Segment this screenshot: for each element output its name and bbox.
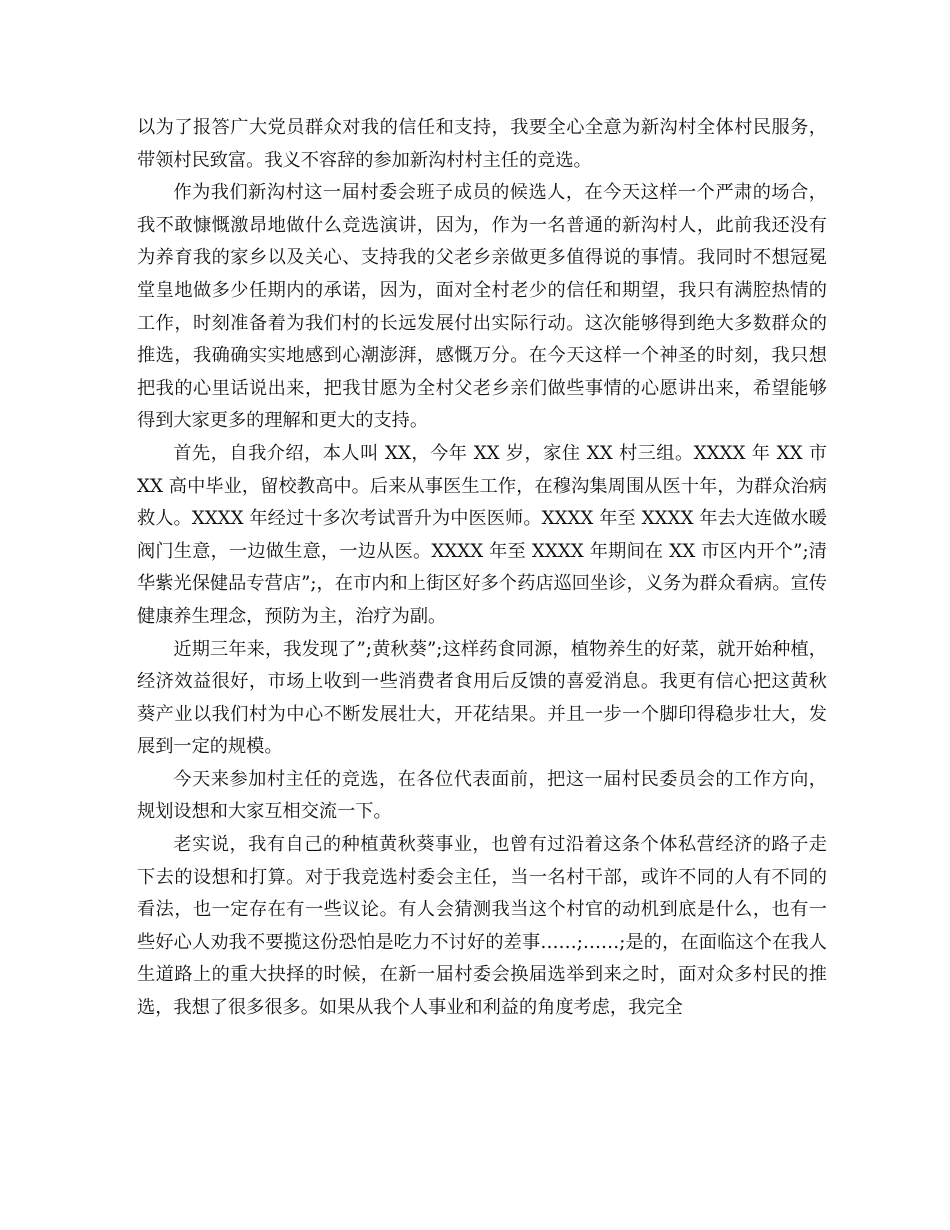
paragraph-5: 今天来参加村主任的竞选，在各位代表面前，把这一届村民委员会的工作方向，规划设想和大家互相交流一下。 — [137, 768, 827, 823]
paragraph-6: 老实说，我有自己的种植黄秋葵事业，也曾有过沿着这条个体私营经济的路子走下去的设想和打算。对于我竞选村委会主任，当一名村干部，或许不同的人有不同的看法，也一定存在有一些议论。有人会猜测我当这个村官的动机到底是什么，也有一些好心人劝我不要揽这份恐怕是吃力不讨好的差事……;……;是的，在面临这个在我人生道路上的重大抉择的时候，在新一届村委会换届选举到来之时，面对众多村民的推选，我想了很多很多。如果从我个人事业和利益的角度考虑，我完全 — [137, 834, 827, 1019]
paragraph-2: 作为我们新沟村这一届村委会班子成员的候选人，在今天这样一个严肃的场合，我不敢慷慨激昂地做什么竞选演讲，因为，作为一名普通的新沟村人，此前我还没有为养育我的家乡以及关心、支持我的父老乡亲做更多值得说的事情。我同时不想冠冕堂皇地做多少任期内的承诺，因为，面对全村老少的信任和期望，我只有满腔热情的工作，时刻准备着为我们村的长远发展付出实际行动。这次能够得到绝大多数群众的推选，我确确实实地感到心潮澎湃，感慨万分。在今天这样一个神圣的时刻，我只想把我的心里话说出来，把我甘愿为全村父老乡亲们做些事情的心愿讲出来，希望能够得到大家更多的理解和更大的支持。 — [137, 182, 827, 432]
document-body — [137, 112, 827, 1025]
paragraph-4: 近期三年来，我发现了”;黄秋葵”;这样药食同源，植物养生的好菜，就开始种植，经济效益很好，市场上收到一些消费者食用后反馈的喜爱消息。我更有信心把这黄秋葵产业以我们村为中心不断发展壮大，开花结果。并且一步一个脚印得稳步壮大，发展到一定的规模。 — [137, 638, 827, 758]
paragraph-3: 首先，自我介绍，本人叫 XX，今年 XX 岁，家住 XX 村三组。XXXX 年 XX 市 XX 高中毕业，留校教高中。后来从事医生工作，在穆沟集周围从医十年，为群众治病救人。XXXX 年经过十多次考试晋升为中医医师。XXXX 年至 XXXX 年去大连做水暖阀门生意，一边做生意，一边从医。XXXX 年至 XXXX 年期间在 XX 市区内开个”;清华紫光保健品专营店”;，在市内和上街区好多个药店巡回坐诊，义务为群众看病。宣传健康养生理念，预防为主，治疗为副。 — [137, 442, 827, 627]
paragraph-1: 以为了报答广大党员群众对我的信任和支持，我要全心全意为新沟村全体村民服务，带领村民致富。我义不容辞的参加新沟村村主任的竞选。 — [137, 117, 827, 171]
